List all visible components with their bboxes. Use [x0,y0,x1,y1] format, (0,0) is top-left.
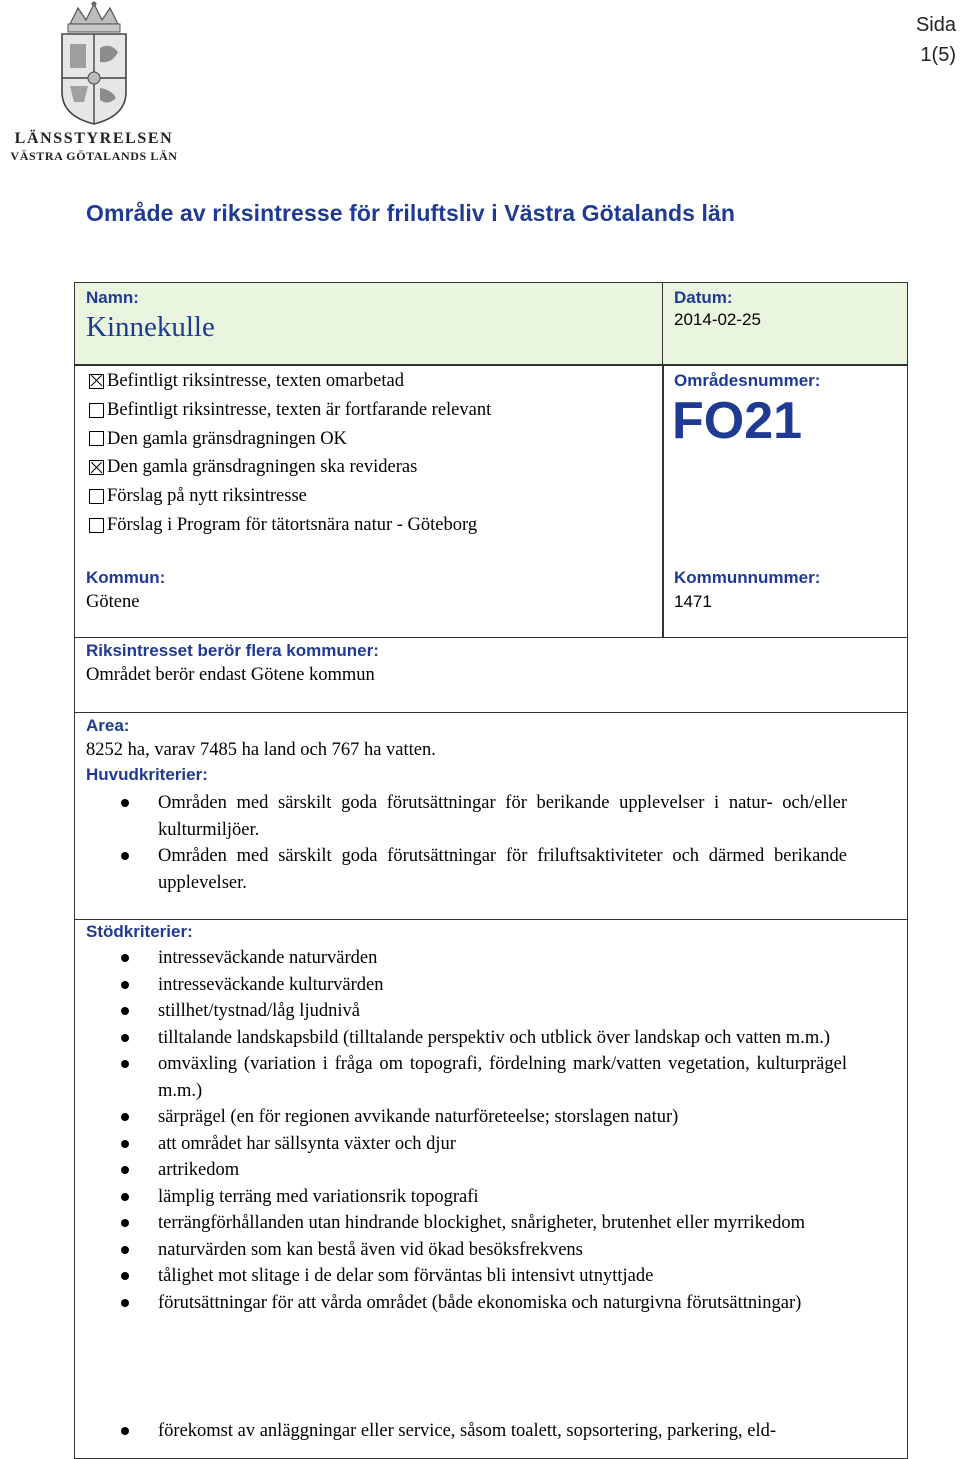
multi-municipality-value: Området berör endast Götene kommun [86,665,375,685]
area-value: 8252 ha, varav 7485 ha land och 767 ha vatten. [86,740,436,760]
municipality-number-value: 1471 [674,592,712,611]
status-option-3[interactable] [89,453,491,482]
support-criterion-item: terrängförhållanden utan hindrande blockighet, snårigheter, brutenhet eller myrrikedom [86,1210,907,1237]
main-criterion-item: Områden med särskilt goda förutsättningar för berikande upplevelser i natur- och/eller kulturmiljöer. [86,790,907,843]
area-label: Area: [86,716,130,735]
name-label: Namn: [86,288,139,307]
municipality-value: Götene [86,592,140,612]
bullet-icon [121,1272,129,1280]
status-checkbox-box [74,364,664,638]
area-number-label: Områdesnummer: [674,371,821,390]
support-criteria-continued [86,1418,907,1445]
page-indicator [916,10,956,70]
status-option-label: Befintligt riksintresse, texten är fortfarande relevant [107,399,492,420]
status-option-1[interactable] [89,396,491,425]
status-option-5[interactable] [89,511,491,540]
criteria-box [74,712,908,920]
date-box [662,282,908,366]
support-criterion-item: tilltalande landskapsbild (tilltalande perspektiv och utblick över landskap och vatten m.m.) [86,1025,907,1052]
lansstyrelsen-logo [0,0,190,168]
support-criteria-list [86,945,907,1316]
checked-box-icon[interactable] [89,460,104,475]
date-value: 2014-02-25 [674,310,761,329]
bullet-icon [121,1166,129,1174]
bullet-icon [121,1193,129,1201]
bullet-icon [121,1246,129,1254]
main-criteria-list [86,790,907,896]
page-number: 1(5) [920,44,956,66]
checked-box-icon[interactable] [89,374,104,389]
bullet-icon [121,981,129,989]
area-number-value: FO21 [672,392,803,450]
municipality-label: Kommun: [86,568,166,587]
support-criterion-item: naturvärden som kan bestå även vid ökad besöksfrekvens [86,1237,907,1264]
main-criteria-label: Huvudkriterier: [86,765,208,784]
status-option-2[interactable] [89,425,491,454]
bullet-icon [121,954,129,962]
bullet-icon [121,1007,129,1015]
unchecked-box-icon[interactable] [89,489,104,504]
bullet-icon [121,1140,129,1148]
area-number-box [662,364,908,638]
support-criteria-label: Stödkriterier: [86,922,193,941]
status-option-0[interactable] [89,367,491,396]
agency-name: LÄNSSTYRELSEN VÄSTRA GÖTALANDS LÄN [10,130,178,163]
status-option-label: Förslag på nytt riksintresse [107,486,307,507]
bullet-icon [121,799,129,807]
support-criteria-box [74,919,908,1459]
support-criterion-item: förutsättningar för att vårda området (både ekonomiska och naturgivna förutsättningar) [86,1290,907,1317]
support-criterion-item: stillhet/tystnad/låg ljudnivå [86,998,907,1025]
name-box [74,282,664,366]
document-title: Område av riksintresse för friluftsliv i Västra Götalands län [86,200,736,226]
multi-municipality-box [74,637,908,713]
status-option-label: Befintligt riksintresse, texten omarbetad [107,371,404,391]
support-criterion-item: lämplig terräng med variationsrik topografi [86,1184,907,1211]
bullet-icon [121,1299,129,1307]
bullet-icon [121,1034,129,1042]
bullet-icon [121,1219,129,1227]
support-criterion-item: särprägel (en för regionen avvikande naturföreteelse; storslagen natur) [86,1104,907,1131]
page-label: Sida [915,14,956,36]
multi-municipality-label: Riksintresset berör flera kommuner: [86,641,379,660]
bullet-icon [121,1060,129,1068]
support-criterion-item: att området har sällsynta växter och djur [86,1131,907,1158]
municipality-number-label: Kommunnummer: [674,568,821,587]
status-option-label: Den gamla gränsdragningen OK [107,428,347,449]
support-criterion-item: intresseväckande naturvärden [86,945,907,972]
unchecked-box-icon[interactable] [89,403,104,418]
unchecked-box-icon[interactable] [89,518,104,533]
unchecked-box-icon[interactable] [89,431,104,446]
status-option-label: Den gamla gränsdragningen ska revideras [107,457,418,478]
support-criterion-item: förekomst av anläggningar eller service, såsom toalett, sopsortering, parkering, eld- [86,1418,907,1445]
support-criterion-item: tålighet mot slitage i de delar som förväntas bli intensivt utnyttjade [86,1263,907,1290]
date-label: Datum: [674,288,733,307]
main-criterion-item: Områden med särskilt goda förutsättningar för friluftsaktiviteter och därmed berikande upplevelser. [86,843,907,896]
bullet-icon [121,1113,129,1121]
status-checklist [89,367,491,540]
support-criterion-item: artrikedom [86,1157,907,1184]
bullet-icon [121,852,129,860]
bullet-icon [121,1427,129,1435]
name-value: Kinnekulle [86,311,215,343]
support-criterion-item: intresseväckande kulturvärden [86,972,907,999]
status-option-label: Förslag i Program för tätortsnära natur - Göteborg [107,514,478,535]
status-option-4[interactable] [89,482,491,511]
support-criterion-item: omväxling (variation i fråga om topografi, fördelning mark/vatten vegetation, kulturprägel m.m.) [86,1051,907,1104]
